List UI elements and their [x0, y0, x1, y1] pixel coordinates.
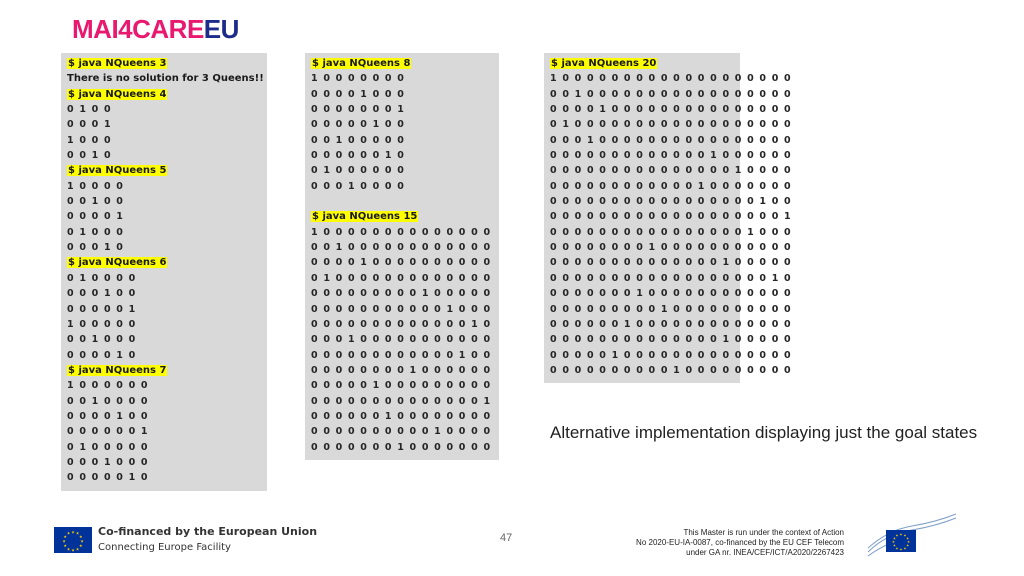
board-row: 0 0 0 0 0 1 0	[67, 472, 149, 484]
board-row: 0 0 0 0 0 0 0 0 0 0 0 0 0 0 1 0 0 0 0 0	[550, 257, 792, 269]
board-row: 0 0 1 0 0 0 0 0	[311, 134, 406, 146]
board-row: 1 0 0 0 0 0 0 0 0 0 0 0 0 0 0	[311, 226, 492, 238]
command-line	[67, 163, 267, 178]
board-row: 0 1 0 0 0 0 0 0 0 0 0 0 0 0 0	[311, 272, 492, 284]
board-row: 0 1 0 0 0 0	[67, 272, 137, 284]
board-row: 0 0 0 0 1	[67, 211, 125, 223]
command-line	[67, 255, 267, 270]
svg-text:★: ★	[80, 538, 84, 544]
svg-text:★: ★	[66, 546, 71, 552]
board-row: 0 0 0 1 0 0 0 0 0 0 0 0 0 0 0 0 0 0 0 0	[550, 134, 792, 146]
board-row: 0 0 0 0 0 0 0 0 1 0 0 0 0 0 0 0 0 0 0 0	[550, 242, 792, 254]
board-row: 0 0 0 1 0	[67, 242, 125, 254]
svg-text:★: ★	[907, 540, 911, 544]
command-line	[311, 56, 499, 71]
board-row: 0 0 0 0 1 0 0 0	[311, 88, 406, 100]
svg-text:★: ★	[906, 543, 910, 548]
svg-text:★: ★	[895, 546, 899, 551]
svg-text:★: ★	[906, 536, 910, 541]
board-row: 0 0 0 0 0 0 0 0 0 0 0 0 0 0 0 0 0 1 0 0	[550, 196, 792, 208]
board-row: 0 0 0 1 0 0 0 0	[311, 180, 406, 192]
board-row: 0 0 0 0 0 0 0 0 0 0 0 0 0 0 0 0 1 0 0 0	[550, 226, 792, 238]
highlighted-command: $ java NQueens 15	[312, 211, 418, 223]
svg-text:★: ★	[892, 536, 896, 541]
board-row: 0 1 0 0	[67, 104, 112, 116]
board-row: 0 0 0 0 0 1 0 0 0 0 0 0 0 0 0	[311, 380, 492, 392]
board-row: 0 0 0 0 1 0 0 0 0 0 0 0 0 0 0	[311, 257, 492, 269]
blank-line	[311, 194, 499, 209]
svg-text:★: ★	[895, 533, 899, 538]
board-row: 0 0 0 0 0 0 0 0 0 0 0 0 0 1 0	[311, 318, 492, 330]
board-row: 0 0 0 0 1 0 0	[67, 410, 149, 422]
board-row: 0 0 1 0 0	[67, 196, 125, 208]
board-row: 0 0 0 0 0 0 0 0 0 0 0 0 0 1 0 0 0 0 0 0	[550, 150, 792, 162]
board-row: 0 0 0 0 0 0 1	[67, 426, 149, 438]
board-row: 0 0 0 0 0 0 0 0 0 0 0 1 0 0 0	[311, 303, 492, 315]
board-row: 0 0 0 0 0 0 0 1 0 0 0 0 0 0 0	[311, 441, 492, 453]
highlighted-command: $ java NQueens 6	[68, 257, 167, 269]
eu-flag-icon	[54, 527, 92, 553]
board-row: 0 0 1 0	[67, 150, 112, 162]
board-row: 1 0 0 0 0 0	[67, 318, 137, 330]
board-row: 0 0 0 1 0 0 0 0 0 0 0 0 0 0 0	[311, 334, 492, 346]
board-row: 0 0 0 0 0 1 0 0	[311, 119, 406, 131]
master-line-3: under GA nr. INEA/CEF/ICT/A2020/2267423	[686, 548, 844, 557]
logo-part-ma: MA	[72, 14, 112, 44]
svg-text:★: ★	[62, 538, 66, 544]
terminal-output-panel-1	[61, 53, 267, 491]
svg-text:★: ★	[79, 534, 83, 539]
board-row: 0 0 1 0 0 0 0 0 0 0 0 0 0 0 0 0 0 0 0 0	[550, 88, 792, 100]
board-row: 0 1 0 0 0 0 0 0	[311, 165, 406, 177]
board-row: 0 0 0 0 1 0	[67, 349, 137, 361]
page-number: 47	[500, 532, 513, 544]
svg-text:★: ★	[71, 529, 75, 535]
board-row: 0 0 1 0 0 0 0	[67, 395, 149, 407]
command-line	[311, 209, 499, 224]
svg-text:★: ★	[63, 543, 67, 548]
board-row: 0 0 0 0 0 0 1 0	[311, 150, 406, 162]
board-row: 0 0 0 0 0 0 0 0 0 0 0 0 0 0 1	[311, 395, 492, 407]
command-line	[67, 56, 267, 71]
svg-text:★: ★	[75, 546, 80, 552]
board-row: 0 0 0 1 0 0	[67, 288, 137, 300]
logo-part-eu: EU	[203, 14, 239, 44]
svg-text:★: ★	[903, 546, 907, 551]
message-line: There is no solution for 3 Queens!!	[67, 73, 264, 85]
board-row: 0 0 0 0 0 0 0 0 0 0 0 0 0 0 0 0 0 0 1 0	[550, 272, 792, 284]
svg-text:★: ★	[66, 530, 71, 536]
master-line-2: No 2020-EU-IA-0087, co-financed by the EU CEF Telecom	[636, 538, 844, 547]
logo-part-i4care: I4CARE	[111, 14, 204, 44]
european-commission-logo	[866, 512, 958, 558]
board-row: 0 0 0 0 0 0 0 0 0 0 0 0 1 0 0 0 0 0 0 0	[550, 180, 792, 192]
svg-text:★: ★	[79, 543, 83, 548]
master-line-1: This Master is run under the context of Action	[683, 528, 844, 537]
svg-text:★: ★	[903, 533, 907, 538]
svg-text:★: ★	[899, 547, 903, 552]
board-row: 0 0 0 0 1 0 0 0 0 0 0 0 0 0 0 0 0 0 0 0	[550, 104, 792, 116]
board-row: 0 0 0 0 0 1	[67, 303, 137, 315]
mai4careu-logo	[72, 14, 239, 44]
board-row: 1 0 0 0 0 0 0 0	[311, 73, 406, 85]
svg-text:★: ★	[899, 532, 903, 537]
board-row: 0 0 0 0 0 0 0 1 0 0 0 0 0 0 0 0 0 0 0 0	[550, 288, 792, 300]
svg-text:★: ★	[63, 534, 67, 539]
board-row: 0 0 0 0 0 0 0 0 0 0 1 0 0 0 0	[311, 426, 492, 438]
board-row: 1 0 0 0 0 0 0	[67, 380, 149, 392]
board-row: 0 0 0 0 0 0 0 0 0 1 0 0 0 0 0	[311, 288, 492, 300]
board-row: 0 0 0 0 0 0 1 0 0 0 0 0 0 0 0 0 0 0 0 0	[550, 318, 792, 330]
terminal-output-panel-3	[544, 53, 792, 383]
svg-text:★: ★	[892, 543, 896, 548]
board-row: 0 0 0 0 0 0 1 0 0 0 0 0 0 0 0	[311, 410, 492, 422]
command-line	[550, 56, 740, 71]
svg-text:★: ★	[891, 540, 895, 544]
terminal-output-panel-2	[305, 53, 499, 460]
highlighted-command: $ java NQueens 4	[68, 88, 167, 100]
board-row: 0 0 0 0 0 0 0 0 0 0 0 0 0 0 0 0 0 0 0 1	[550, 211, 792, 223]
highlighted-command: $ java NQueens 20	[551, 58, 657, 69]
board-row: 0 0 0 1 0 0 0	[67, 456, 149, 468]
svg-text:★: ★	[75, 530, 80, 536]
board-row: 0 1 0 0 0	[67, 226, 125, 238]
board-row: 1 0 0 0	[67, 134, 112, 146]
board-row: 0 0 1 0 0 0 0 0 0 0 0 0 0 0 0	[311, 242, 492, 254]
board-row: 0 1 0 0 0 0 0 0 0 0 0 0 0 0 0 0 0 0 0 0	[550, 119, 792, 131]
highlighted-command: $ java NQueens 5	[68, 165, 167, 177]
cofinanced-block	[98, 525, 317, 553]
command-line	[67, 363, 267, 378]
board-row: 0 0 0 0 0 0 0 0 0 0 0 0 0 0 1 0 0 0 0 0	[550, 334, 792, 346]
board-row: 0 0 0 1	[67, 119, 112, 131]
board-row: 0 1 0 0 0 0 0	[67, 441, 149, 453]
command-line	[67, 87, 267, 102]
master-context-note	[636, 528, 844, 558]
highlighted-command: $ java NQueens 3	[68, 58, 167, 69]
board-row: 0 0 0 0 0 0 0 0 0 0 0 0 1 0 0	[311, 349, 492, 361]
board-row: 0 0 0 0 0 0 0 0 1 0 0 0 0 0 0	[311, 364, 492, 376]
highlighted-command: $ java NQueens 7	[68, 364, 167, 376]
highlighted-command: $ java NQueens 8	[312, 58, 411, 69]
board-row: 0 0 0 0 0 0 0 0 0 1 0 0 0 0 0 0 0 0 0 0	[550, 303, 792, 315]
board-row: 1 0 0 0 0 0 0 0 0 0 0 0 0 0 0 0 0 0 0 0	[550, 73, 792, 85]
board-row: 1 0 0 0 0	[67, 180, 125, 192]
board-row: 0 0 0 0 0 0 0 0 0 0 0 0 0 0 0 1 0 0 0 0	[550, 165, 792, 177]
board-row: 0 0 0 0 0 0 0 0 0 0 1 0 0 0 0 0 0 0 0 0	[550, 364, 792, 376]
slide-caption: Alternative implementation displaying just the goal states	[550, 423, 978, 442]
svg-text:★: ★	[71, 547, 75, 553]
board-row: 0 0 1 0 0 0	[67, 334, 137, 346]
board-row: 0 0 0 0 0 1 0 0 0 0 0 0 0 0 0 0 0 0 0 0	[550, 349, 792, 361]
facility-text: Connecting Europe Facility	[98, 542, 231, 553]
cofinanced-text: Co-financed by the European Union	[98, 525, 318, 538]
board-row: 0 0 0 0 0 0 0 1	[311, 104, 406, 116]
